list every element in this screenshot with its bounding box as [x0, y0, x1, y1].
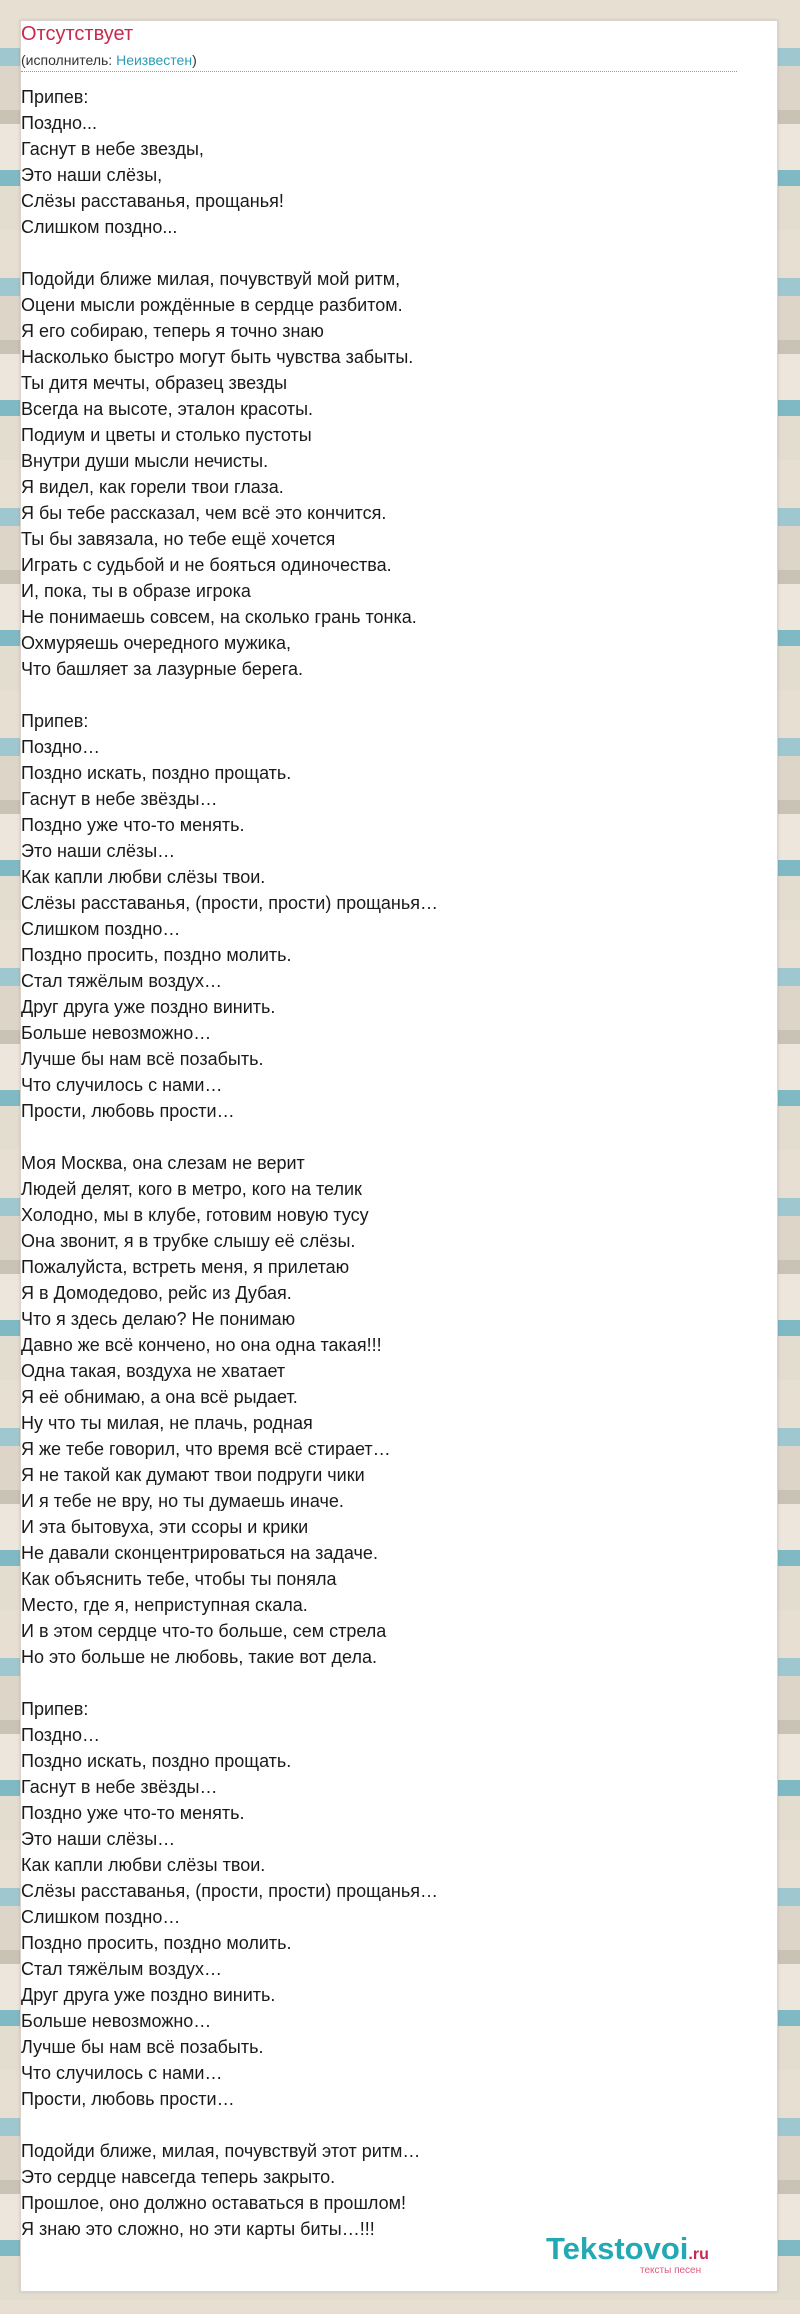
lyrics-line: Гаснут в небе звезды,	[21, 139, 204, 159]
lyrics-line: Слишком поздно...	[21, 217, 178, 237]
lyrics-line: Оцени мысли рождённые в сердце разбитом.	[21, 295, 403, 315]
lyrics-line: Поздно уже что-то менять.	[21, 815, 245, 835]
lyrics-line: Пожалуйста, встреть меня, я прилетаю	[21, 1257, 350, 1277]
lyrics-line: Гаснут в небе звёзды…	[21, 1777, 218, 1797]
lyrics-line: Холодно, мы в клубе, готовим новую тусу	[21, 1205, 369, 1225]
lyrics-line: Друг друга уже поздно винить.	[21, 1985, 276, 2005]
lyrics-line: Я бы тебе рассказал, чем всё это кончится.	[21, 503, 387, 523]
lyrics-line: Больше невозможно…	[21, 1023, 212, 1043]
lyrics-line: Но это больше не любовь, такие вот дела.	[21, 1647, 377, 1667]
song-title: Отсутствует	[21, 23, 134, 45]
lyrics-line: И, пока, ты в образе игрока	[21, 581, 251, 601]
lyrics-line: Всегда на высоте, эталон красоты.	[21, 399, 314, 419]
site-logo[interactable]	[546, 2231, 746, 2277]
lyrics-line: Что я здесь делаю? Не понимаю	[21, 1309, 296, 1329]
lyrics-line: Это наши слёзы…	[21, 1829, 176, 1849]
lyrics-line: Что случилось с нами…	[21, 1075, 223, 1095]
logo-tagline: тексты песен	[640, 2265, 702, 2276]
lyrics-line: Что случилось с нами…	[21, 2063, 223, 2083]
lyrics-line: Слёзы расставанья, (прости, прости) прощанья…	[21, 1881, 438, 1901]
lyrics-line: Охмуряешь очередного мужика,	[21, 633, 291, 653]
artist-prefix: (исполнитель:	[21, 52, 117, 68]
lyrics-line: Припев:	[21, 87, 89, 107]
lyrics-line: Слёзы расставанья, прощанья!	[21, 191, 284, 211]
lyrics-line: И эта бытовуха, эти ссоры и крики	[21, 1517, 309, 1537]
lyrics-stanza	[21, 2138, 438, 2242]
lyrics-line: Это наши слёзы…	[21, 841, 176, 861]
lyrics-line: Это сердце навсегда теперь закрыто.	[21, 2167, 336, 2187]
lyrics-line: Прости, любовь прости…	[21, 2089, 235, 2109]
lyrics-line: Ты дитя мечты, образец звезды	[21, 373, 288, 393]
lyrics-line: Она звонит, я в трубке слышу её слёзы.	[21, 1231, 356, 1251]
lyrics-line: Не давали сконцентрироваться на задаче.	[21, 1543, 378, 1563]
lyrics-line: Ну что ты милая, не плачь, родная	[21, 1413, 313, 1433]
lyrics-stanza	[21, 1150, 438, 1670]
lyrics-line: Подиум и цветы и столько пустоты	[21, 425, 312, 445]
lyrics-line: Прошлое, оно должно оставаться в прошлом!	[21, 2193, 406, 2213]
lyrics-text	[21, 84, 438, 2268]
lyrics-line: Прости, любовь прости…	[21, 1101, 235, 1121]
lyrics-line: Я знаю это сложно, но эти карты биты…!!!	[21, 2219, 375, 2239]
artist-line	[21, 51, 197, 69]
lyrics-stanza	[21, 1696, 438, 2112]
lyrics-line: Лучше бы нам всё позабыть.	[21, 2037, 264, 2057]
lyrics-line: Что башляет за лазурные берега.	[21, 659, 303, 679]
lyrics-line: Не понимаешь совсем, на сколько грань тонка.	[21, 607, 417, 627]
lyrics-stanza	[21, 266, 438, 682]
lyrics-line: Как капли любви слёзы твои.	[21, 1855, 266, 1875]
lyrics-line: Я же тебе говорил, что время всё стирает…	[21, 1439, 391, 1459]
lyrics-line: Поздно просить, поздно молить.	[21, 945, 292, 965]
artist-link[interactable]: Неизвестен	[116, 52, 193, 68]
lyrics-line: Поздно...	[21, 113, 98, 133]
lyrics-line: Место, где я, неприступная скала.	[21, 1595, 308, 1615]
lyrics-line: Припев:	[21, 1699, 89, 1719]
lyrics-line: Слёзы расставанья, (прости, прости) прощанья…	[21, 893, 438, 913]
lyrics-line: Как объяснить тебе, чтобы ты поняла	[21, 1569, 337, 1589]
logo-tld: .ru	[688, 2246, 709, 2263]
lyrics-stanza	[21, 84, 438, 240]
lyrics-line: Стал тяжёлым воздух…	[21, 971, 222, 991]
lyrics-line: Больше невозможно…	[21, 2011, 212, 2031]
lyrics-line: Припев:	[21, 711, 89, 731]
lyrics-line: Я не такой как думают твои подруги чики	[21, 1465, 365, 1485]
lyrics-line: И я тебе не вру, но ты думаешь иначе.	[21, 1491, 344, 1511]
lyrics-line: И в этом сердце что-то больше, сем стрела	[21, 1621, 387, 1641]
lyrics-line: Я её обнимаю, а она всё рыдает.	[21, 1387, 298, 1407]
lyrics-line: Я его собираю, теперь я точно знаю	[21, 321, 324, 341]
lyrics-line: Стал тяжёлым воздух…	[21, 1959, 222, 1979]
lyrics-stanza	[21, 708, 438, 1124]
lyrics-line: Как капли любви слёзы твои.	[21, 867, 266, 887]
logo-brand-name: Tekstovoi	[546, 2231, 689, 2266]
lyrics-line: Внутри души мысли нечисты.	[21, 451, 269, 471]
lyrics-line: Одна такая, воздуха не хватает	[21, 1361, 286, 1381]
lyrics-line: Поздно уже что-то менять.	[21, 1803, 245, 1823]
header-divider	[21, 71, 737, 72]
lyrics-line: Друг друга уже поздно винить.	[21, 997, 276, 1017]
lyrics-line: Поздно просить, поздно молить.	[21, 1933, 292, 1953]
lyrics-line: Гаснут в небе звёзды…	[21, 789, 218, 809]
lyrics-line: Я видел, как горели твои глаза.	[21, 477, 284, 497]
artist-suffix: )	[192, 52, 197, 68]
lyrics-line: Насколько быстро могут быть чувства забыты.	[21, 347, 414, 367]
lyrics-line: Моя Москва, она слезам не верит	[21, 1153, 305, 1173]
lyrics-line: Людей делят, кого в метро, кого на телик	[21, 1179, 362, 1199]
lyrics-line: Поздно…	[21, 1725, 101, 1745]
lyrics-line: Давно же всё кончено, но она одна такая!!!	[21, 1335, 382, 1355]
lyrics-line: Слишком поздно…	[21, 919, 181, 939]
lyrics-line: Я в Домодедово, рейс из Дубая.	[21, 1283, 292, 1303]
lyrics-line: Подойди ближе милая, почувствуй мой ритм,	[21, 269, 401, 289]
lyrics-line: Слишком поздно…	[21, 1907, 181, 1927]
lyrics-line: Подойди ближе, милая, почувствуй этот ритм…	[21, 2141, 421, 2161]
lyrics-line: Поздно…	[21, 737, 101, 757]
lyrics-line: Играть с судьбой и не бояться одиночества.	[21, 555, 392, 575]
lyrics-line: Ты бы завязала, но тебе ещё хочется	[21, 529, 336, 549]
lyrics-line: Лучше бы нам всё позабыть.	[21, 1049, 264, 1069]
lyrics-line: Поздно искать, поздно прощать.	[21, 1751, 292, 1771]
lyrics-line: Это наши слёзы,	[21, 165, 163, 185]
lyrics-line: Поздно искать, поздно прощать.	[21, 763, 292, 783]
